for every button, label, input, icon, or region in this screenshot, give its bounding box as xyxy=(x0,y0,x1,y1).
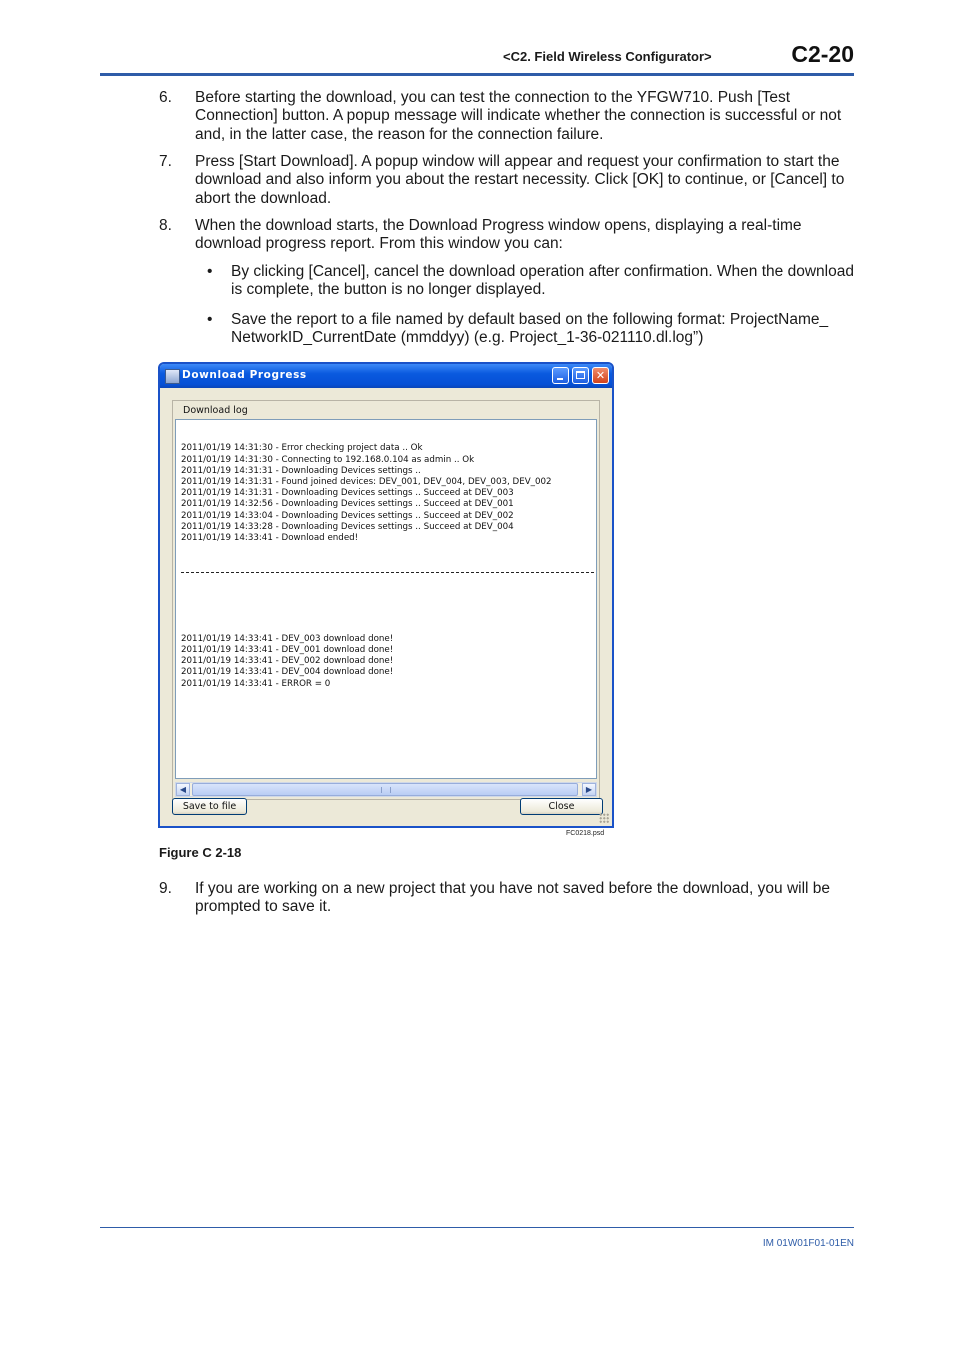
maximize-button[interactable] xyxy=(572,367,589,384)
download-log-group xyxy=(172,400,600,800)
close-icon: ✕ xyxy=(595,369,606,382)
scroll-left-button[interactable] xyxy=(176,783,190,796)
step-text: Press [Start Download]. A popup window will appear and request your confirmation to start the download and also inform you about the restart necessity. Click [OK] to continue, or [Cancel] to abort the download. xyxy=(195,153,845,207)
log-line: 2011/01/19 14:33:41 - ERROR = 0 xyxy=(181,678,331,689)
window-titlebar[interactable] xyxy=(160,364,612,388)
step-number: 8. xyxy=(159,217,172,234)
step-6 xyxy=(159,89,859,144)
app-icon xyxy=(165,369,180,384)
header-section-title: <C2. Field Wireless Configurator> xyxy=(503,49,712,64)
close-button[interactable]: Close xyxy=(520,798,603,815)
log-content xyxy=(181,421,552,712)
log-block-progress xyxy=(181,443,552,544)
log-line: 2011/01/19 14:33:04 - Downloading Devices settings .. Succeed at DEV_002 xyxy=(181,510,514,521)
arrow-right-icon: ▶ xyxy=(585,785,593,794)
log-line: 2011/01/19 14:31:31 - Downloading Devices settings .. xyxy=(181,465,421,476)
download-progress-window xyxy=(158,362,614,828)
maximize-icon xyxy=(576,371,585,379)
log-line: 2011/01/19 14:31:31 - Downloading Devices settings .. Succeed at DEV_003 xyxy=(181,488,514,499)
bullet-marker: • xyxy=(207,263,213,280)
scroll-right-button[interactable] xyxy=(582,783,596,796)
log-block-results xyxy=(181,634,552,690)
bullet-save-report xyxy=(207,311,857,348)
log-line: 2011/01/19 14:31:30 - Error checking project data .. Ok xyxy=(181,443,423,454)
step-text: Before starting the download, you can test the connection to the YFGW710. Push [Test Connection] button. A popup message will indicate whether the connection is successful or not and, in the latter case, the reason for the connection failure. xyxy=(195,89,842,143)
bullet-text: Save the report to a file named by default based on the following format: ProjectName_ NetworkID_CurrentDate (mmddyy) (e.g. Project_1-36-021110.dl.log”) xyxy=(231,311,829,347)
log-separator xyxy=(181,567,552,578)
minimize-icon xyxy=(557,378,563,380)
bullet-cancel xyxy=(207,263,857,300)
log-line: 2011/01/19 14:33:28 - Downloading Devices settings .. Succeed at DEV_004 xyxy=(181,521,514,532)
step-text: If you are working on a new project that you have not saved before the download, you will be prompted to save it. xyxy=(195,880,831,916)
log-line: 2011/01/19 14:33:41 - DEV_001 download done! xyxy=(181,645,394,656)
header-divider xyxy=(100,73,854,76)
log-line: 2011/01/19 14:31:31 - Found joined devices: DEV_001, DEV_004, DEV_003, DEV_002 xyxy=(181,477,552,488)
log-line: 2011/01/19 14:33:41 - DEV_004 download done! xyxy=(181,667,394,678)
log-line: 2011/01/19 14:33:41 - DEV_003 download done! xyxy=(181,633,394,644)
figure-filename: FC0218.psd xyxy=(566,830,605,837)
resize-grip-icon[interactable] xyxy=(599,813,609,823)
step-number: 6. xyxy=(159,89,172,106)
step-number: 9. xyxy=(159,880,172,897)
step-7 xyxy=(159,153,859,208)
step-8 xyxy=(159,217,859,254)
page-number: C2-20 xyxy=(791,41,854,67)
step-number: 7. xyxy=(159,153,172,170)
step-text: When the download starts, the Download Progress window opens, displaying a real-time download progress report. From this window you can: xyxy=(195,217,802,253)
download-log-textarea[interactable] xyxy=(175,419,597,779)
download-log-label: Download log xyxy=(183,405,248,416)
log-line: 2011/01/19 14:33:41 - DEV_002 download done! xyxy=(181,656,394,667)
log-line: 2011/01/19 14:31:30 - Connecting to 192.168.0.104 as admin .. Ok xyxy=(181,454,475,465)
minimize-button[interactable] xyxy=(552,367,569,384)
bullet-marker: • xyxy=(207,311,213,328)
step-9 xyxy=(159,880,859,917)
scrollbar-thumb[interactable] xyxy=(192,783,578,796)
figure-caption: Figure C 2-18 xyxy=(159,845,242,860)
horizontal-scrollbar[interactable] xyxy=(175,782,597,797)
close-window-button[interactable] xyxy=(592,367,609,384)
log-line: 2011/01/19 14:32:56 - Downloading Devices settings .. Succeed at DEV_001 xyxy=(181,499,514,510)
footer-divider xyxy=(100,1227,854,1228)
window-title: Download Progress xyxy=(182,369,307,381)
log-line: 2011/01/19 14:33:41 - Download ended! xyxy=(181,533,359,544)
bullet-text: By clicking [Cancel], cancel the download operation after confirmation. When the download is complete, the button is no longer displayed. xyxy=(231,263,854,299)
arrow-left-icon: ◀ xyxy=(179,785,187,794)
document-id: IM 01W01F01-01EN xyxy=(762,1238,854,1249)
save-to-file-button[interactable]: Save to file xyxy=(172,798,247,815)
grip-icon xyxy=(381,787,391,793)
